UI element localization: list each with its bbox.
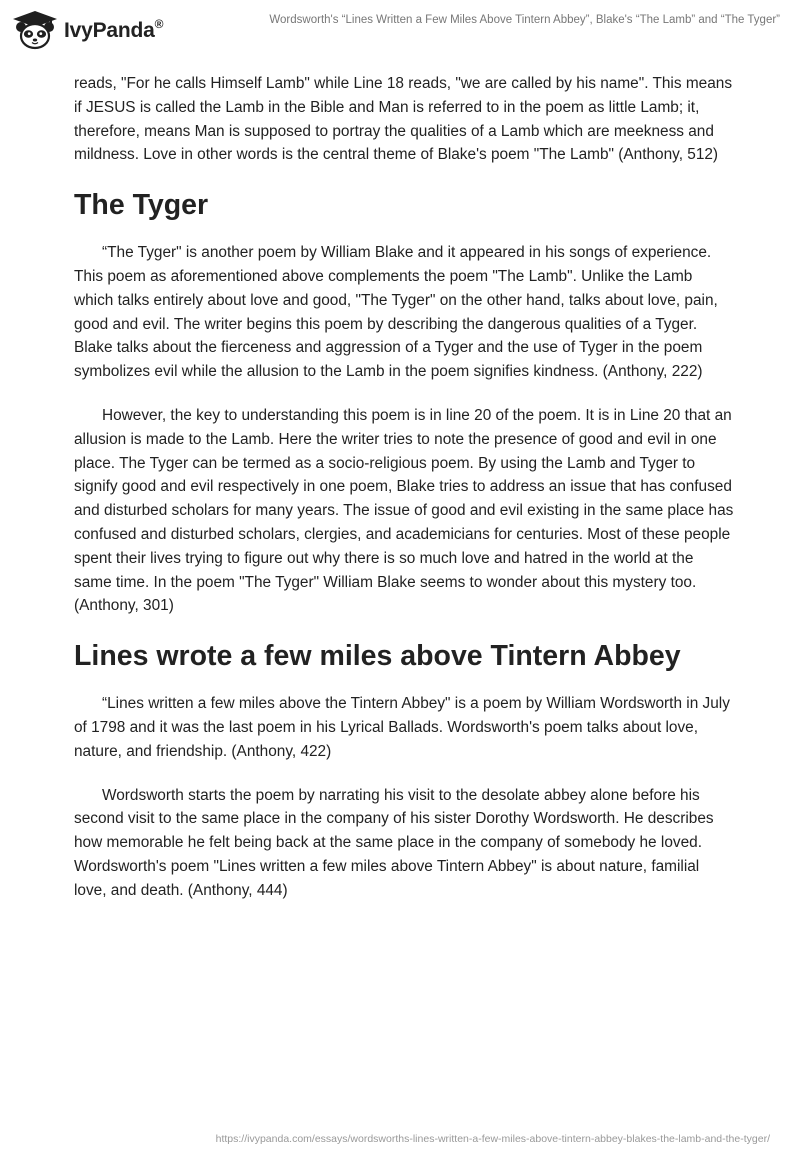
page-header xyxy=(0,0,800,60)
document-title: Wordsworth's “Lines Written a Few Miles Above Tintern Abbey”, Blake's “The Lamb” and “The Tyger” xyxy=(269,14,780,26)
section-heading-the-tyger: The Tyger xyxy=(74,189,209,222)
tyger-paragraph-1: “The Tyger" is another poem by William Blake and it appeared in his songs of experience. This poem as aforementioned above complements the poem "The Lamb". Unlike the Lamb which talks entirely about love and good, "The Tyger" on the other hand, talks about love, pain, good and evil. The writer begins this poem by describing the dangerous qualities of a Tyger. Blake talks about the fierceness and aggression of a Tyger and the use of Tyger in the poem symbolizes evil while the allusion to the Lamb in the poem signifies kindness. (Anthony, 222) xyxy=(74,244,718,381)
brand-logo[interactable] xyxy=(12,10,163,50)
panda-graduate-icon xyxy=(12,10,58,50)
source-url[interactable]: https://ivypanda.com/essays/wordsworths-lines-written-a-few-miles-above-tintern-abbey-blakes-the-lamb-and-the-tyger/ xyxy=(215,1133,770,1145)
intro-paragraph: reads, "For he calls Himself Lamb" while Line 18 reads, "we are called by his name". This means if JESUS is called the Lamb in the Bible and Man is referred to in the poem as little Lamb; it, therefore, means Man is supposed to portray the qualities of a Lamb which are meekness and mildness. Love in other words is the central theme of Blake's poem "The Lamb" (Anthony, 512) xyxy=(74,75,733,164)
section-heading-tintern-abbey: Lines wrote a few miles above Tintern Abbey xyxy=(74,640,681,673)
tintern-paragraph-2: Wordsworth starts the poem by narrating his visit to the desolate abbey alone before his second visit to the same place in the company of his sister Dorothy Wordsworth. He describes how memorable he felt being back at the same place in the company of somebody he loved. Wordsworth's poem "Lines written a few miles above Tintern Abbey" is about nature, familial love, and death. (Anthony, 444) xyxy=(74,786,714,899)
essay-content xyxy=(74,72,734,923)
brand-name: IvyPanda® xyxy=(64,16,164,42)
tyger-paragraph-2: However, the key to understanding this poem is in line 20 of the poem. It is in Line 20 that an allusion is made to the Lamb. Here the writer tries to note the presence of good and evil in one place. The Tyger can be termed as a socio-religious poem. By using the Lamb and Tyger to signify good and evil respectively in one poem, Blake tries to address an issue that has confused and disturbed scholars for many years. The issue of good and evil existing in the same place has confused and disturbed scholars, clergies, and academicians for centuries. Most of these people spent their lives trying to figure out why there is so much love and hatred in the world at the same time. In the poem "The Tyger" William Blake seems to wonder about this mystery too. (Anthony, 301) xyxy=(74,406,734,615)
tintern-paragraph-1: “Lines written a few miles above the Tintern Abbey" is a poem by William Wordsworth in July of 1798 and it was the last poem in his Lyrical Ballads. Wordsworth's poem talks about love, nature, and friendship. (Anthony, 422) xyxy=(74,695,730,760)
